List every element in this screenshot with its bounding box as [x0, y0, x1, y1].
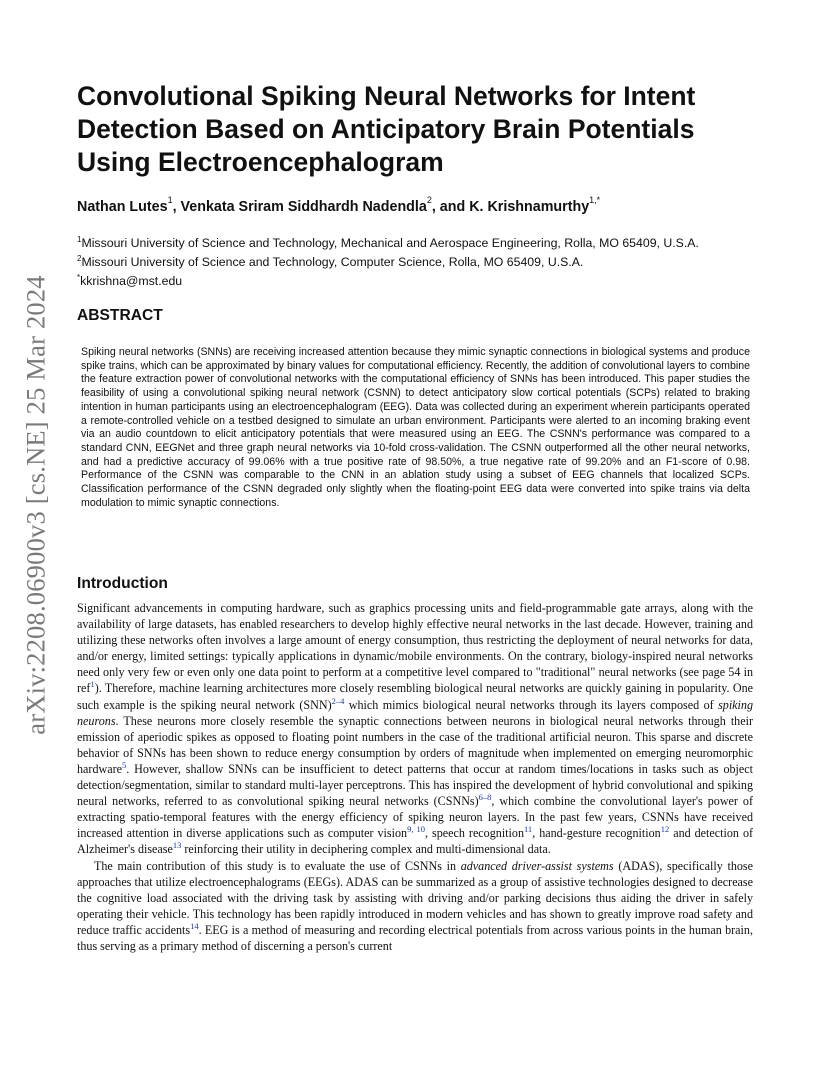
author-list — [77, 192, 777, 217]
paper-title: Convolutional Spiking Neural Networks for Intent Detection Based on Anticipatory Brain Potentials Using Electroencephalogram — [77, 81, 696, 177]
author-affiliation-mark: 1,* — [589, 195, 601, 205]
affiliation-text: Missouri University of Science and Technology, Computer Science, Rolla, MO 65409, U.S.A. — [81, 255, 584, 270]
affiliation-line — [77, 232, 777, 251]
abstract-heading: ABSTRACT — [77, 307, 163, 324]
introduction-paragraph: Significant advancements in computing hardware, such as graphics processing units and field-programmable gate arrays, along with the availability of large datasets, has enabled researchers to develop highly effective neural networks in the last decade. However, training and utilizing these networks often involves a large amount of energy consumption, thus restricting the deployment of neural networks for data, and/or energy, limited settings: typically applications in dynamic/mobile environments. On the contrary, biology-inspired neural networks need only very few or even only one data point to perform at a competitive level compared to "traditional" neural networks (see page 54 in ref$^1$). Therefore, machine learning architectures more closely resembling biological neural networks are quickly gaining in popularity. One such example is the spiking neural network (SNN)$^{2-4}$ which mimics biological neural networks through its layers composed of spiking neurons. These neurons more closely resemble the synaptic connections between neurons in biological neural networks through their emission of aperiodic spikes as opposed to floating point numbers in the case of the traditional artificial neuron. This sparse and discrete behavior of SNNs has been shown to reduce energy consumption by orders of magnitude when implemented on emerging neuromorphic hardware$^5$. However, shallow SNNs can be insufficient to detect patterns that occur at random times/locations in tasks such as object detection/segmentation, similar to standard multi-layer perceptrons. This has inspired the development of hybrid convolutional and spiking neural networks, referred to as convolutional spiking neural networks (CSNNs)$^{6-8}$, which combine the convolutional layer's power of extracting spatio-temporal features with the energy efficiency of spiking neuron layers. In the past few years, CSNNs have received increased attention in diverse applications such as computer vision$^{9, 10}$, speech recognition$^{11}$, hand-gesture recognition$^{12}$ and detection of Alzheimer's disease$^{13}$ reinforcing their utility in deciphering complex and multi-dimensional data. — [77, 601, 754, 857]
citation-link[interactable]: 1 — [90, 679, 95, 690]
emphasized-term: spiking neurons — [77, 697, 753, 728]
introduction-paragraph: The main contribution of this study is to evaluate the use of CSNNs in advanced driver-assist systems (ADAS), specifically those approaches that utilize electroencephalograms (EEGs). ADAS can be summarized as a group of assistive technologies designed to decrease the cognitive load associated with the driving task by assisting with driving and/or parking decisions thus aiding the driver in safely operating their vehicle. This technology has been rapidly introduced in modern vehicles and has shown to greatly improve road safety and reduce traffic accidents$^{14}$. EEG is a method of measuring and recording electrical potentials from across various points in the human brain, thus serving as a primary method of discerning a person's current — [77, 858, 754, 953]
author-separator: , — [172, 198, 181, 215]
affiliation-text: kkrishna@mst.edu — [80, 274, 183, 289]
citation-link[interactable]: 14 — [190, 920, 199, 931]
citation-link[interactable]: 12 — [660, 824, 670, 835]
author-name: Venkata Sriram Siddhardh Nadendla — [180, 198, 427, 215]
citation-link[interactable]: 5 — [122, 759, 127, 770]
author-name: K. Krishnamurthy — [469, 198, 590, 215]
affiliation-mark: 2 — [77, 254, 82, 264]
author-affiliation-mark: 1 — [167, 195, 173, 205]
citation-link[interactable]: 6–8 — [478, 792, 492, 803]
arxiv-identifier-stamp — [20, 275, 51, 735]
abstract-text: Spiking neural networks (SNNs) are receiving increased attention because they mimic synaptic connections in biological systems and produce spike trains, which can be approximated by binary values for computational efficiency. Recently, the addition of convolutional layers to combine the feature extraction power of convolutional networks with the computational efficiency of SNNs has been introduced. This paper studies the feasibility of using a convolutional spiking neural network (CSNN) to detect anticipatory slow cortical potentials (SCPs) related to braking intention in human participants using an electroencephalogram (EEG). Data was collected during an experiment wherein participants operated a remote-controlled vehicle on a testbed designed to simulate an urban environment. Participants were alerted to an incoming braking event via an audio countdown to elicit anticipatory potentials that were measured using an EEG. The CSNN's performance was compared to a standard CNN, EEGNet and three graph neural networks via 10-fold cross-validation. The CSNN outperformed all the other neural networks, and had a predictive accuracy of 99.06% with a true positive rate of 98.50%, a true negative rate of 99.20% and an F1-score of 0.98. Performance of the CSNN was comparable to the CNN in an ablation study using a subset of EEG channels that localized SCPs. Classification performance of the CSNN degraded only slightly when the floating-point EEG data were converted into spike trains via delta modulation to mimic synaptic connections. — [81, 346, 750, 509]
author-separator: , and — [431, 198, 470, 215]
author-name: Nathan Lutes — [77, 198, 168, 215]
affiliation-list — [77, 232, 777, 289]
introduction-body — [77, 600, 753, 954]
citation-link[interactable]: 2–4 — [331, 695, 345, 706]
emphasized-term: advanced driver-assist systems — [460, 858, 614, 873]
author-affiliation-mark: 2 — [426, 195, 432, 205]
affiliation-line — [77, 251, 777, 270]
introduction-heading: Introduction — [77, 575, 168, 592]
citation-link[interactable]: 13 — [172, 840, 182, 851]
arxiv-identifier-text: arXiv:2208.06900v3 [cs.NE] 25 Mar 2024 — [20, 275, 51, 735]
affiliation-text: Missouri University of Science and Technology, Mechanical and Aerospace Engineering, Rolla, MO 65409, U.S.A. — [81, 236, 699, 251]
citation-link[interactable]: 9, 10 — [407, 824, 426, 835]
affiliation-mark: * — [77, 273, 81, 283]
affiliation-mark: 1 — [77, 235, 82, 244]
affiliation-line — [77, 270, 777, 289]
citation-link[interactable]: 11 — [524, 824, 533, 835]
